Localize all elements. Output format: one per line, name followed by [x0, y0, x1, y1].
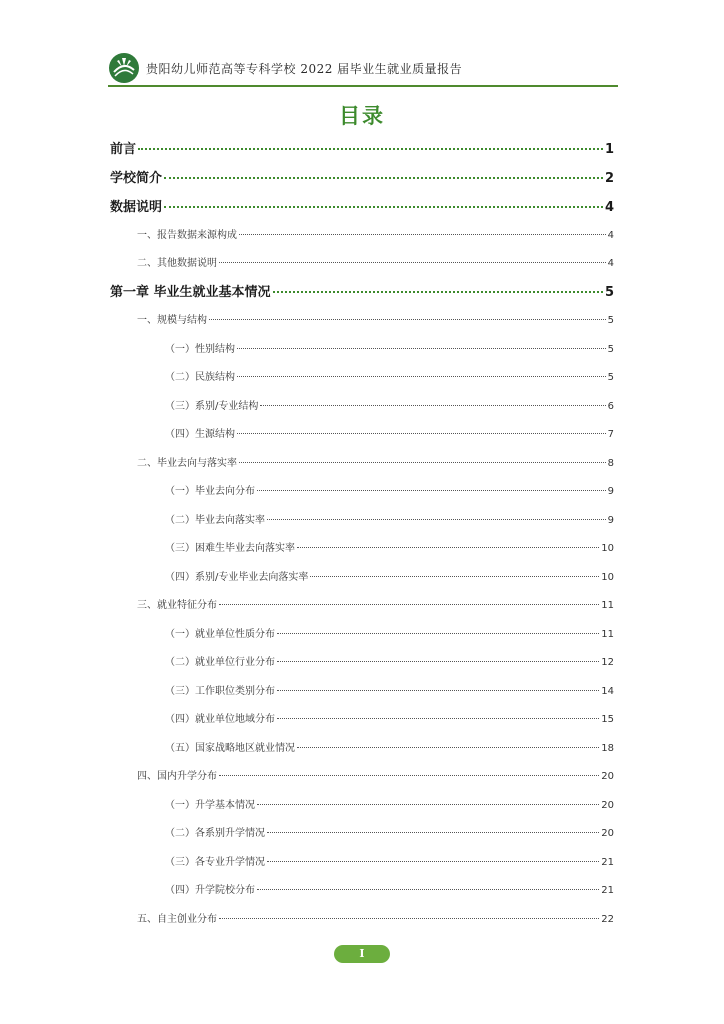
toc-entry-study-by-major[interactable]: （三）各专业升学情况 21 — [165, 857, 614, 868]
toc-entry-data-notes[interactable]: 数据说明 4 — [110, 200, 614, 215]
dot-leader — [219, 604, 599, 605]
page-number: 4 — [607, 258, 614, 269]
dot-leader — [239, 234, 606, 235]
toc-entry-employment-features[interactable]: 三、就业特征分布 11 — [137, 600, 614, 611]
dot-leader — [219, 262, 606, 263]
toc-entry-ethnicity[interactable]: （二）民族结构 5 — [165, 372, 614, 383]
toc-entry-school-intro[interactable]: 学校简介 2 — [110, 171, 614, 186]
page-number: 20 — [601, 800, 614, 811]
toc-entry-other-notes[interactable]: 二、其他数据说明 4 — [137, 258, 614, 269]
page-number: 10 — [601, 572, 614, 583]
page-number: 18 — [601, 743, 614, 754]
page-number: 5 — [607, 344, 614, 355]
header-divider — [108, 85, 618, 87]
page-number: 11 — [601, 629, 614, 640]
toc-entry-preface[interactable]: 前言 1 — [110, 142, 614, 157]
page-number: 22 — [601, 914, 614, 925]
page-number: 21 — [601, 857, 614, 868]
dot-leader — [267, 832, 599, 833]
toc-entry-scale-structure[interactable]: 一、规模与结构 5 — [137, 315, 614, 326]
dot-leader — [219, 918, 599, 919]
page-number: 12 — [601, 657, 614, 668]
dot-leader — [209, 319, 606, 320]
page-number: 11 — [601, 600, 614, 611]
school-logo-icon — [108, 52, 140, 84]
toc-entry-department-rate[interactable]: （四）系别/专业毕业去向落实率 10 — [165, 572, 614, 583]
page-number: 2 — [604, 171, 614, 186]
toc-entry-job-category[interactable]: （三）工作职位类别分布 14 — [165, 686, 614, 697]
dot-leader — [277, 718, 599, 719]
page-number: 9 — [607, 515, 614, 526]
page-number: 7 — [607, 429, 614, 440]
page-header — [108, 50, 618, 86]
dot-leader — [277, 633, 599, 634]
page-number: 5 — [607, 372, 614, 383]
dot-leader — [297, 747, 599, 748]
dot-leader — [257, 889, 599, 890]
toc-entry-study-institutions[interactable]: （四）升学院校分布 21 — [165, 885, 614, 896]
dot-leader — [239, 462, 606, 463]
dot-leader — [277, 690, 599, 691]
toc-entry-employer-industry[interactable]: （二）就业单位行业分布 12 — [165, 657, 614, 668]
dot-leader — [237, 348, 606, 349]
toc-entry-gender[interactable]: （一）性别结构 5 — [165, 344, 614, 355]
dot-leader — [219, 775, 599, 776]
dot-leader — [164, 206, 603, 208]
dot-leader — [257, 804, 599, 805]
toc-entry-chapter-1[interactable]: 第一章 毕业生就业基本情况 5 — [110, 285, 614, 300]
dot-leader — [297, 547, 599, 548]
report-title: 贵阳幼儿师范高等专科学校 2022 届毕业生就业质量报告 — [146, 62, 463, 76]
page-number: 4 — [607, 230, 614, 241]
page-number: 5 — [607, 315, 614, 326]
toc-entry-origin[interactable]: （四）生源结构 7 — [165, 429, 614, 440]
toc-entry-study-basics[interactable]: （一）升学基本情况 20 — [165, 800, 614, 811]
toc-entry-strategic-regions[interactable]: （五）国家战略地区就业情况 18 — [165, 743, 614, 754]
toc-entry-employer-nature[interactable]: （一）就业单位性质分布 11 — [165, 629, 614, 640]
toc-entry-data-sources[interactable]: 一、报告数据来源构成 4 — [137, 230, 614, 241]
dot-leader — [257, 490, 606, 491]
toc-title: 目录 — [339, 104, 385, 128]
page-number: 1 — [604, 142, 614, 157]
toc-entry-placement-rate[interactable]: （二）毕业去向落实率 9 — [165, 515, 614, 526]
dot-leader — [260, 405, 605, 406]
page-number: 6 — [607, 401, 614, 412]
dot-leader — [310, 576, 599, 577]
toc-entry-destination-distribution[interactable]: （一）毕业去向分布 9 — [165, 486, 614, 497]
dot-leader — [277, 661, 599, 662]
toc-entry-needy-students-rate[interactable]: （三）困难生毕业去向落实率 10 — [165, 543, 614, 554]
toc-entry-department-major[interactable]: （三）系别/专业结构 6 — [165, 401, 614, 412]
toc-entry-employer-region[interactable]: （四）就业单位地域分布 15 — [165, 714, 614, 725]
toc-entry-entrepreneurship[interactable]: 五、自主创业分布 22 — [137, 914, 614, 925]
dot-leader — [267, 861, 599, 862]
page-number: 10 — [601, 543, 614, 554]
page-number: 15 — [601, 714, 614, 725]
dot-leader — [138, 148, 603, 150]
page-number: 8 — [607, 458, 614, 469]
toc-entry-study-by-department[interactable]: （二）各系别升学情况 20 — [165, 828, 614, 839]
toc-entry-destination-rate[interactable]: 二、毕业去向与落实率 8 — [137, 458, 614, 469]
toc-entry-further-study[interactable]: 四、国内升学分布 20 — [137, 771, 614, 782]
page-number: 9 — [607, 486, 614, 497]
dot-leader — [237, 376, 606, 377]
page-number: 14 — [601, 686, 614, 697]
page-number-badge: I — [334, 945, 390, 963]
dot-leader — [267, 519, 606, 520]
page-number: 20 — [601, 828, 614, 839]
dot-leader — [273, 291, 603, 293]
page-number: 20 — [601, 771, 614, 782]
dot-leader — [164, 177, 603, 179]
dot-leader — [237, 433, 606, 434]
page-number: 4 — [604, 200, 614, 215]
page-number: 5 — [604, 285, 614, 300]
page-number: 21 — [601, 885, 614, 896]
